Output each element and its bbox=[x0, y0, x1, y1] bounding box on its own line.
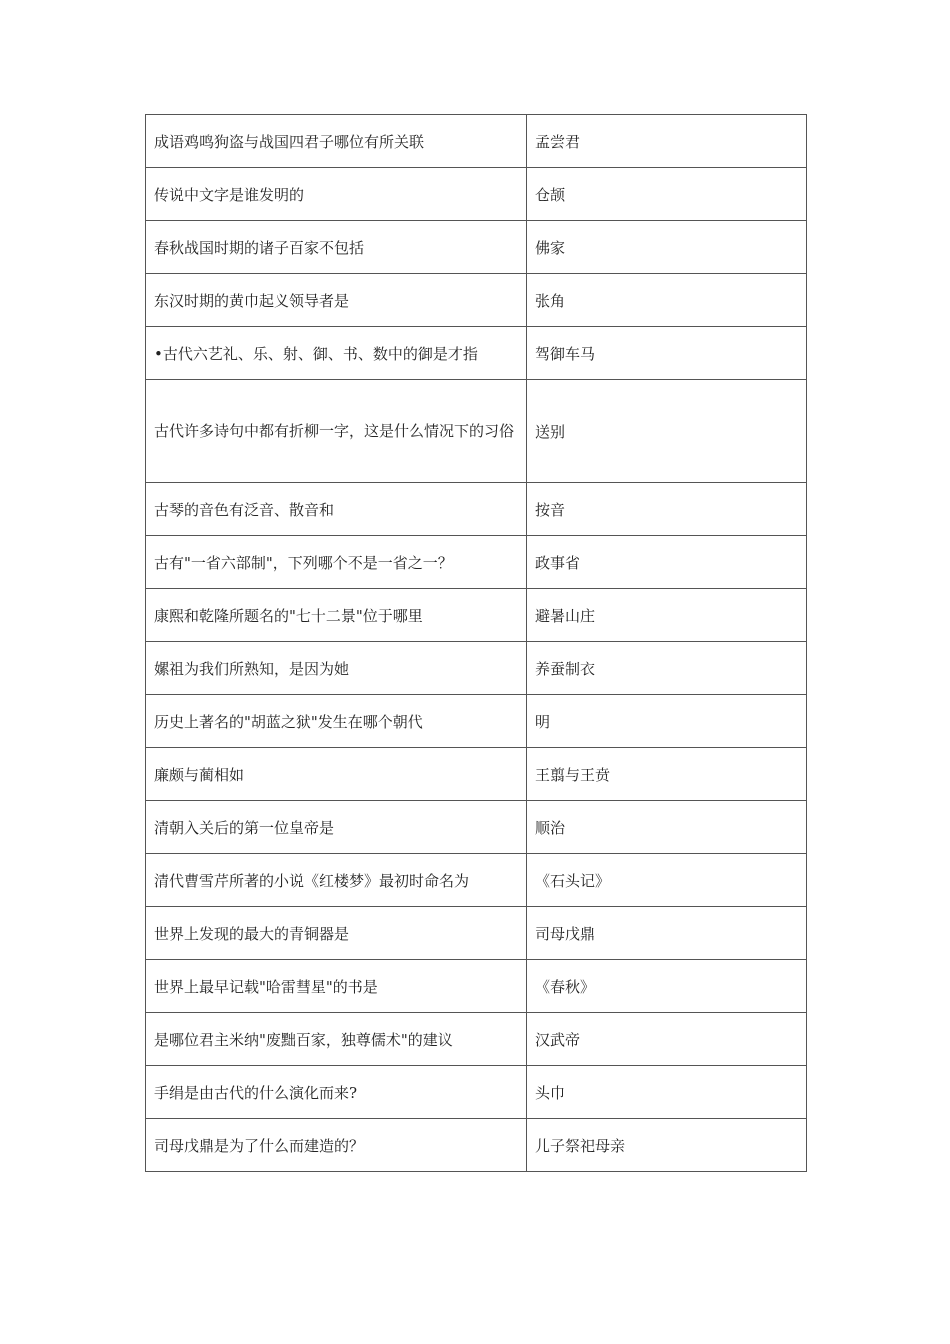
question-cell: 清代曹雪芹所著的小说《红楼梦》最初时命名为 bbox=[146, 854, 527, 907]
answer-cell: 按音 bbox=[527, 483, 807, 536]
table-row bbox=[146, 115, 807, 168]
table-row bbox=[146, 854, 807, 907]
table-row bbox=[146, 642, 807, 695]
table-row bbox=[146, 589, 807, 642]
answer-cell: 明 bbox=[527, 695, 807, 748]
question-cell: 清朝入关后的第一位皇帝是 bbox=[146, 801, 527, 854]
question-cell: 世界上最早记载"哈雷彗星"的书是 bbox=[146, 960, 527, 1013]
question-cell: 康熙和乾隆所题名的"七十二景"位于哪里 bbox=[146, 589, 527, 642]
question-cell: 世界上发现的最大的青铜器是 bbox=[146, 907, 527, 960]
table-row bbox=[146, 1119, 807, 1172]
document-page bbox=[145, 114, 806, 1172]
answer-cell: 《春秋》 bbox=[527, 960, 807, 1013]
answer-cell: 佛家 bbox=[527, 221, 807, 274]
question-cell: 成语鸡鸣狗盗与战国四君子哪位有所关联 bbox=[146, 115, 527, 168]
question-cell: 廉颇与蔺相如 bbox=[146, 748, 527, 801]
question-cell: 东汉时期的黄巾起义领导者是 bbox=[146, 274, 527, 327]
table-row bbox=[146, 168, 807, 221]
table-row bbox=[146, 1013, 807, 1066]
question-cell: 古有"一省六部制"，下列哪个不是一省之一？ bbox=[146, 536, 527, 589]
answer-cell: 避暑山庄 bbox=[527, 589, 807, 642]
answer-cell: 《石头记》 bbox=[527, 854, 807, 907]
question-cell: 历史上著名的"胡蓝之狱"发生在哪个朝代 bbox=[146, 695, 527, 748]
answer-cell: 顺治 bbox=[527, 801, 807, 854]
answer-cell: 孟尝君 bbox=[527, 115, 807, 168]
question-cell: 是哪位君主米纳"废黜百家，独尊儒术"的建议 bbox=[146, 1013, 527, 1066]
answer-cell: 儿子祭祀母亲 bbox=[527, 1119, 807, 1172]
answer-cell: 政事省 bbox=[527, 536, 807, 589]
table-row bbox=[146, 1066, 807, 1119]
table-row bbox=[146, 536, 807, 589]
answer-cell: 仓颉 bbox=[527, 168, 807, 221]
table-row bbox=[146, 907, 807, 960]
question-cell: 传说中文字是谁发明的 bbox=[146, 168, 527, 221]
question-cell: 司母戊鼎是为了什么而建造的？ bbox=[146, 1119, 527, 1172]
table-row bbox=[146, 327, 807, 380]
table-row bbox=[146, 801, 807, 854]
table-row bbox=[146, 748, 807, 801]
question-cell: 古代许多诗句中都有折柳一字，这是什么情况下的习俗 bbox=[146, 380, 527, 483]
question-cell: •古代六艺礼、乐、射、御、书、数中的御是才指 bbox=[146, 327, 527, 380]
answer-cell: 送别 bbox=[527, 380, 807, 483]
answer-cell: 驾御车马 bbox=[527, 327, 807, 380]
table-row bbox=[146, 483, 807, 536]
table-row bbox=[146, 380, 807, 483]
answer-cell: 张角 bbox=[527, 274, 807, 327]
answer-cell: 头巾 bbox=[527, 1066, 807, 1119]
answer-cell: 司母戊鼎 bbox=[527, 907, 807, 960]
question-cell: 嫘祖为我们所熟知，是因为她 bbox=[146, 642, 527, 695]
answer-cell: 汉武帝 bbox=[527, 1013, 807, 1066]
qa-table bbox=[145, 114, 807, 1172]
question-cell: 手绢是由古代的什么演化而来? bbox=[146, 1066, 527, 1119]
answer-cell: 王翦与王贲 bbox=[527, 748, 807, 801]
table-row bbox=[146, 695, 807, 748]
question-cell: 古琴的音色有泛音、散音和 bbox=[146, 483, 527, 536]
table-row bbox=[146, 274, 807, 327]
table-row bbox=[146, 960, 807, 1013]
answer-cell: 养蚕制衣 bbox=[527, 642, 807, 695]
question-cell: 春秋战国时期的诸子百家不包括 bbox=[146, 221, 527, 274]
table-row bbox=[146, 221, 807, 274]
